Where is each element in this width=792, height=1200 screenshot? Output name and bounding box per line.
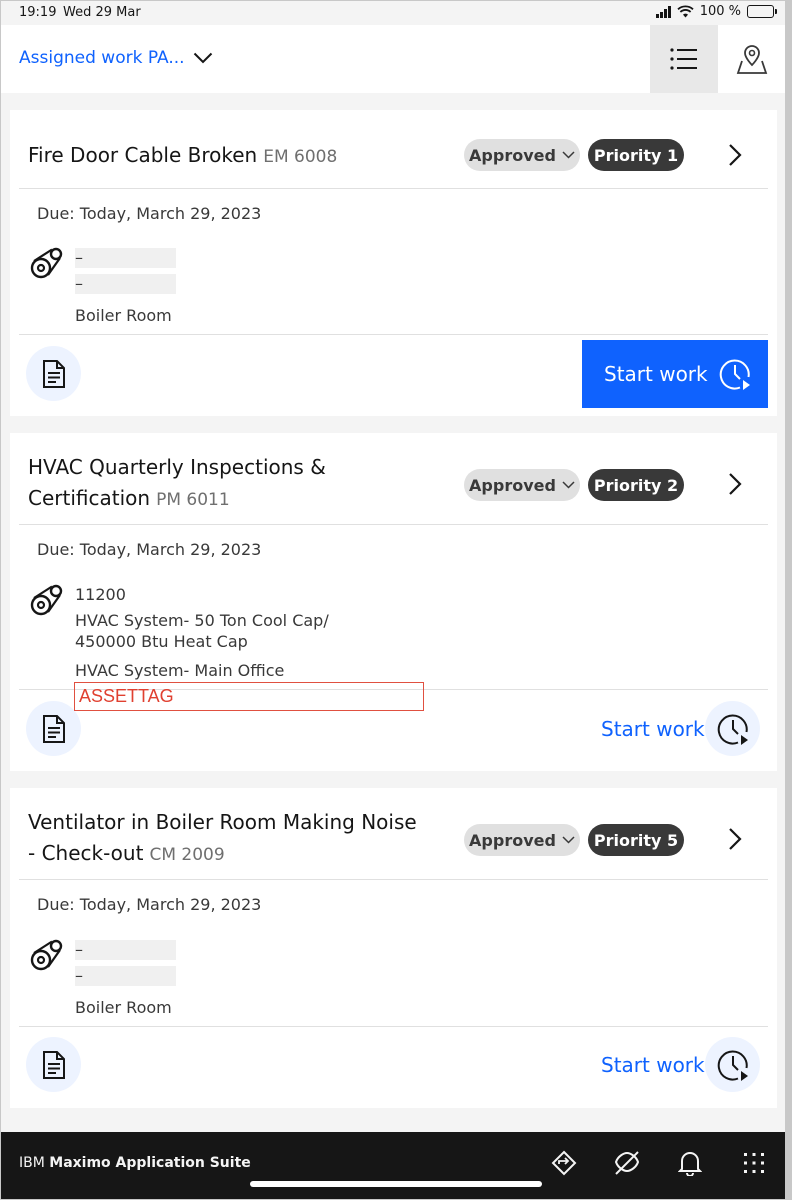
asset-icon	[30, 246, 64, 280]
status-tag[interactable]	[464, 469, 580, 501]
status-label: Approved	[469, 475, 556, 495]
work-order-number: EM 6008	[263, 147, 338, 167]
work-order-details-button[interactable]	[26, 701, 81, 756]
asset-description: –	[75, 966, 176, 986]
status-time: 19:19	[19, 5, 57, 20]
brand-prefix: IBM	[19, 1155, 45, 1171]
start-work-button[interactable]: Start work	[601, 717, 705, 741]
location: Boiler Room	[75, 998, 172, 1017]
work-order-number: CM 2009	[149, 845, 225, 865]
chevron-right-icon[interactable]	[720, 140, 750, 170]
work-order-number: PM 6011	[156, 490, 230, 510]
bottom-navigation-bar	[1, 1132, 786, 1200]
work-order-card[interactable]	[10, 788, 777, 1108]
status-date: Wed 29 Mar	[63, 5, 141, 20]
asset-number: 11200	[75, 585, 126, 604]
asset-description: –	[75, 274, 176, 294]
asset-description-line1: HVAC System- 50 Ton Cool Cap/	[75, 611, 329, 630]
due-date: Due: Today, March 29, 2023	[37, 895, 262, 914]
work-order-title-block	[28, 452, 358, 516]
priority-tag: Priority 2	[588, 469, 684, 501]
view-selector[interactable]	[19, 48, 213, 68]
due-date: Due: Today, March 29, 2023	[37, 540, 262, 559]
clock-play-icon	[716, 1048, 750, 1082]
priority-tag: Priority 5	[588, 824, 684, 856]
status-bar	[1, 1, 786, 25]
due-date: Due: Today, March 29, 2023	[37, 204, 262, 223]
priority-tag: Priority 1	[588, 139, 684, 171]
divider	[19, 524, 768, 525]
work-order-title: HVAC Quarterly Inspections & Certification	[28, 455, 326, 510]
work-order-card[interactable]	[10, 110, 777, 416]
start-work-button[interactable]: Start work	[601, 1053, 705, 1077]
start-work-icon-button[interactable]	[705, 1037, 760, 1092]
app-switcher-icon[interactable]	[739, 1148, 769, 1178]
cellular-signal-icon	[656, 6, 671, 18]
asset-number: –	[75, 248, 176, 268]
list-view-icon	[670, 47, 698, 71]
divider	[19, 1026, 768, 1027]
location: HVAC System- Main Office	[75, 661, 285, 680]
work-order-details-button[interactable]	[26, 1037, 81, 1092]
work-order-title-block	[28, 807, 428, 871]
work-order-title: Fire Door Cable Broken	[28, 143, 258, 167]
work-order-title-block	[28, 140, 448, 173]
list-view-button[interactable]	[650, 25, 718, 93]
offline-icon[interactable]	[612, 1148, 642, 1178]
brand-name: Maximo Application Suite	[49, 1155, 251, 1171]
status-indicators	[656, 4, 774, 19]
asset-icon	[30, 938, 64, 972]
work-order-card[interactable]	[10, 433, 777, 771]
clock-play-icon	[718, 357, 752, 391]
chevron-down-icon	[562, 481, 575, 489]
work-order-details-button[interactable]	[26, 346, 81, 401]
view-selector-label: Assigned work PA...	[19, 48, 185, 68]
home-indicator[interactable]	[250, 1181, 542, 1187]
document-icon	[42, 1050, 66, 1080]
assettag-annotation: ASSETTAG	[74, 682, 424, 711]
asset-number: –	[75, 940, 176, 960]
chevron-down-icon	[193, 52, 213, 64]
product-brand	[19, 1155, 251, 1171]
divider	[19, 879, 768, 880]
navigator-icon[interactable]	[549, 1148, 579, 1178]
chevron-right-icon[interactable]	[720, 824, 750, 854]
location: Boiler Room	[75, 306, 172, 325]
status-tag[interactable]	[464, 139, 580, 171]
map-view-icon	[736, 43, 768, 75]
chevron-down-icon	[562, 836, 575, 844]
map-view-button[interactable]	[718, 25, 786, 93]
work-order-title: Ventilator in Boiler Room Making Noise - Check-out	[28, 810, 417, 865]
chevron-down-icon	[562, 151, 575, 159]
battery-percent: 100 %	[699, 4, 741, 19]
start-work-label: Start work	[604, 362, 708, 386]
divider	[19, 334, 768, 335]
notifications-icon[interactable]	[675, 1148, 705, 1178]
start-work-button[interactable]	[582, 340, 768, 408]
status-label: Approved	[469, 145, 556, 165]
status-tag[interactable]	[464, 824, 580, 856]
document-icon	[42, 714, 66, 744]
asset-description-line2: 450000 Btu Heat Cap	[75, 632, 248, 651]
document-icon	[42, 359, 66, 389]
asset-icon	[30, 583, 64, 617]
status-label: Approved	[469, 830, 556, 850]
battery-icon	[747, 5, 774, 18]
clock-play-icon	[716, 712, 750, 746]
divider	[19, 188, 768, 189]
chevron-right-icon[interactable]	[720, 469, 750, 499]
start-work-icon-button[interactable]	[705, 701, 760, 756]
wifi-icon	[677, 5, 694, 18]
app-header	[1, 25, 786, 93]
